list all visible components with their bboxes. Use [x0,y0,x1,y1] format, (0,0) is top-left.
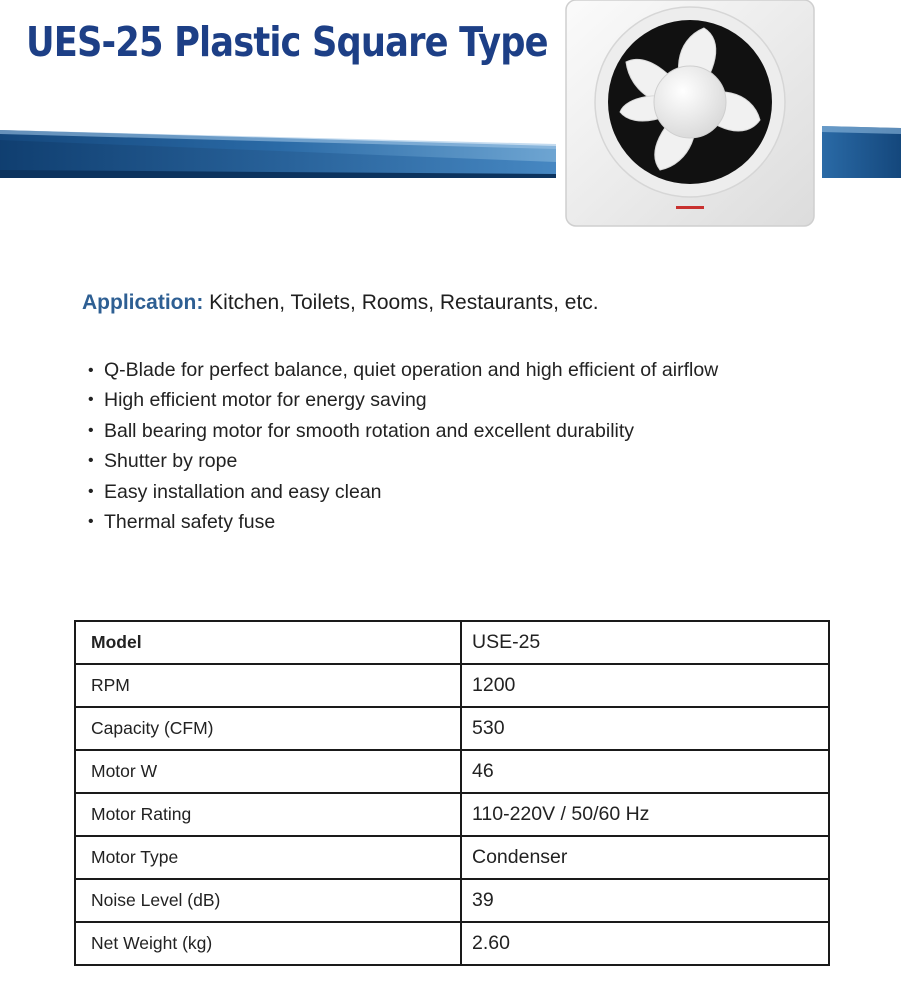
table-row [75,664,829,707]
table-row [75,750,829,793]
spec-value: 2.60 [461,922,829,965]
specification-table [74,620,830,966]
application-label: Application: [82,291,204,314]
table-row [75,836,829,879]
spec-value: 1200 [461,664,829,707]
spec-value: 39 [461,879,829,922]
spec-label: Capacity (CFM) [75,707,461,750]
application-text: Kitchen, Toilets, Rooms, Restaurants, etc. [203,291,599,314]
blue-banner-stripe [0,118,556,178]
exhaust-fan-image [564,0,816,230]
feature-item: • Q-Blade for perfect balance, quiet operation and high efficient of airflow [82,356,802,385]
spec-label: Motor Rating [75,793,461,836]
spec-value: 46 [461,750,829,793]
page-title: UES-25 Plastic Square Type [26,18,548,66]
table-row [75,793,829,836]
spec-value: 110-220V / 50/60 Hz [461,793,829,836]
feature-item: • Shutter by rope [82,446,802,477]
spec-label: Model [75,621,461,664]
spec-label: Motor Type [75,836,461,879]
table-row [75,922,829,965]
feature-list [82,356,802,538]
table-row [75,879,829,922]
spec-value: 530 [461,707,829,750]
blue-banner-stripe-right [822,118,901,178]
spec-value: USE-25 [461,621,829,664]
feature-item: • Thermal safety fuse [82,507,802,538]
application-line [82,291,599,315]
spec-label: Net Weight (kg) [75,922,461,965]
feature-item: • Ball bearing motor for smooth rotation and excellent durability [82,416,802,447]
spec-value: Condenser [461,836,829,879]
spec-label: RPM [75,664,461,707]
feature-item: • High efficient motor for energy saving [82,385,802,416]
feature-item: • Easy installation and easy clean [82,477,802,508]
spec-label: Noise Level (dB) [75,879,461,922]
table-row [75,621,829,664]
spec-label: Motor W [75,750,461,793]
table-row [75,707,829,750]
